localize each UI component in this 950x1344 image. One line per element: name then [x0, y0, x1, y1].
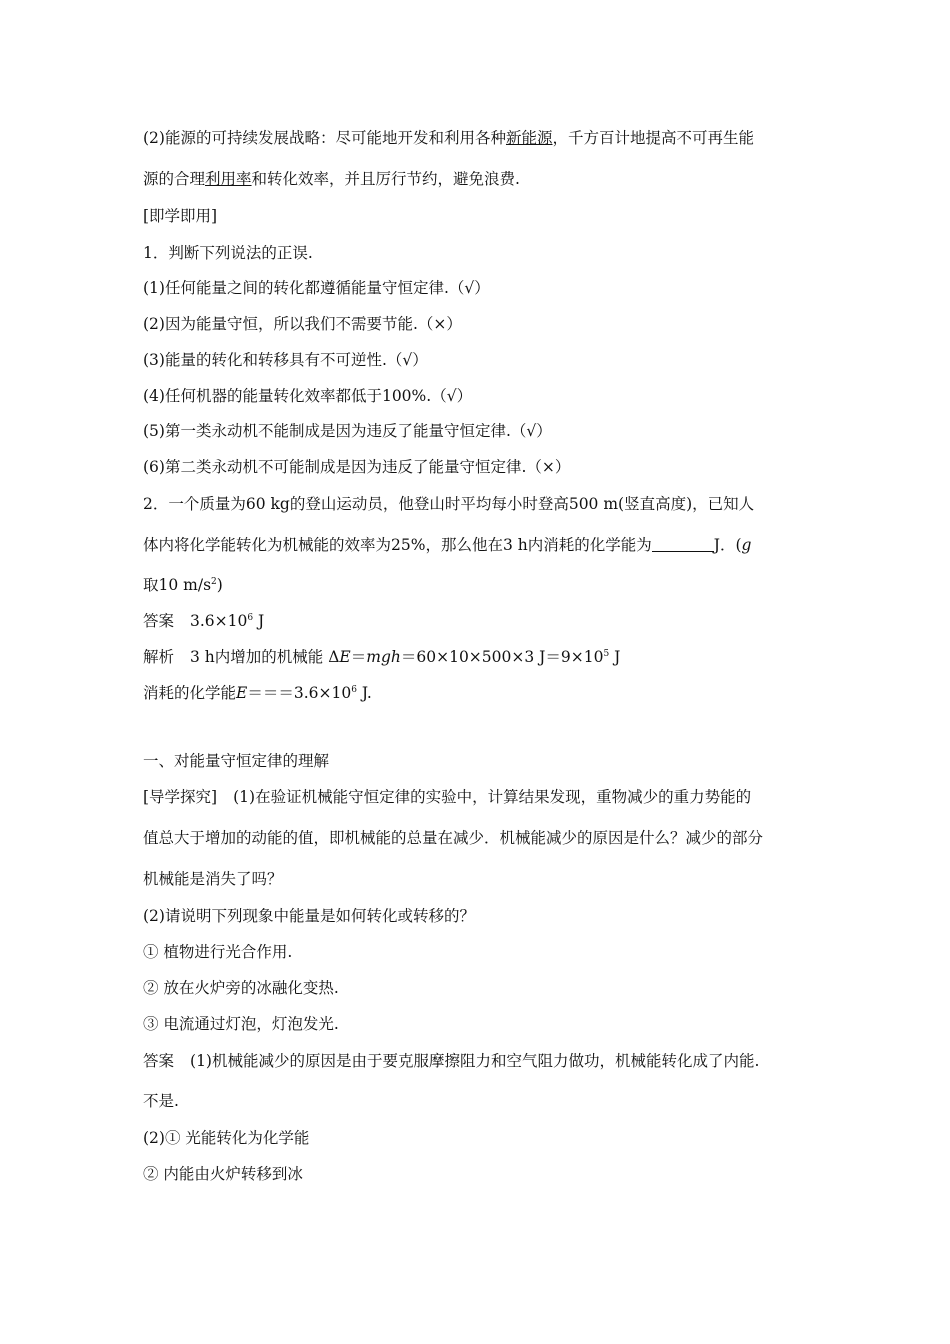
variable-E: E: [339, 648, 351, 666]
answer-label: 答案: [143, 612, 175, 630]
question-2-consumed-energy: [143, 683, 372, 703]
phenomenon-3: ③ 电流通过灯泡，灯泡发光.: [143, 1015, 339, 1033]
text: J．(: [713, 536, 742, 554]
text: 和转化效率，并且厉行节约，避免浪费.: [251, 170, 520, 188]
question-1-item-4: (4)任何机器的能量转化效率都低于100%.（√）: [143, 387, 473, 405]
superscript: 6: [247, 613, 254, 623]
probe-line-3: 机械能是消失了吗？: [143, 870, 283, 888]
analysis-label: 解析: [143, 648, 175, 666]
sustainable-strategy-line-2: [143, 169, 520, 189]
variable-g: g: [741, 536, 752, 554]
question-1-stem: 1．判断下列说法的正误.: [143, 244, 313, 262]
text: J: [253, 612, 265, 630]
answer-blank: [652, 537, 714, 552]
section-heading-jixue: [即学即用]: [143, 207, 218, 225]
text: 体内将化学能转化为机械能的效率为25%，那么他在3 h内消耗的化学能为: [143, 536, 652, 554]
variable-E: E: [236, 684, 248, 702]
question-1-item-2: (2)因为能量守恒，所以我们不需要节能.（×）: [143, 315, 462, 333]
superscript: 6: [351, 685, 357, 695]
section-1-heading: 一、对能量守恒定律的理解: [143, 752, 330, 770]
text: (2)能源的可持续发展战略：尽可能地开发和利用各种: [143, 129, 506, 147]
text: 源的合理: [143, 170, 206, 188]
sustainable-strategy-line-1: [143, 128, 754, 148]
text: ，千方百计地提高不可再生能: [552, 129, 754, 147]
question-2-line-3: [143, 575, 223, 595]
question-2-line-1: 2．一个质量为60 kg的登山运动员，他登山时平均每小时登高500 m(竖直高度)，已知人: [143, 495, 755, 513]
phenomenon-1: ① 植物进行光合作用.: [143, 943, 293, 961]
question-2-analysis: [143, 647, 620, 667]
underlined-term-new-energy: 新能源: [505, 129, 553, 147]
question-1-item-3: (3)能量的转化和转移具有不可逆性.（√）: [143, 351, 428, 369]
text: ＝＝＝3.6×10: [247, 684, 352, 702]
section-1-answer-line-4: ② 内能由火炉转移到冰: [143, 1165, 303, 1183]
section-1-answer-line-1: [143, 1051, 759, 1071]
text: 取10 m/s: [143, 576, 212, 594]
text: (1)机械能减少的原因是由于要克服摩擦阻力和空气阻力做功，机械能转化成了内能.: [190, 1052, 760, 1070]
phenomenon-2: ② 放在火炉旁的冰融化变热.: [143, 979, 339, 997]
probe-line-2: 值总大于增加的动能的值，即机械能的总量在减少．机械能减少的原因是什么？减少的部分: [143, 829, 764, 847]
question-2-answer: [143, 611, 264, 631]
text: J: [609, 648, 621, 666]
section-1-answer-line-3: (2)① 光能转化为化学能: [143, 1129, 310, 1147]
text: 3.6×10: [190, 612, 248, 630]
superscript: 2: [211, 577, 217, 587]
question-2-line-2: [143, 535, 751, 555]
text: 消耗的化学能: [143, 684, 237, 702]
section-1-answer-line-2: 不是.: [143, 1092, 179, 1110]
variable-mgh: mgh: [366, 648, 401, 666]
text: J.: [356, 684, 372, 702]
underlined-term-utilization-rate: 利用率: [205, 170, 252, 188]
answer-label: 答案: [143, 1052, 175, 1070]
text: 3 h内增加的机械能 Δ: [190, 648, 340, 666]
question-1-item-5: (5)第一类永动机不能制成是因为违反了能量守恒定律.（√）: [143, 422, 552, 440]
text: (1)在验证机械能守恒定律的实验中，计算结果发现，重物减少的重力势能的: [233, 788, 752, 806]
question-1-item-1: (1)任何能量之间的转化都遵循能量守恒定律.（√）: [143, 279, 490, 297]
text: ＝: [350, 648, 367, 666]
question-1-item-6: (6)第二类永动机不可能制成是因为违反了能量守恒定律.（×）: [143, 458, 571, 476]
text: ＝60×10×500×3 J＝9×10: [400, 648, 604, 666]
probe-question-2: (2)请说明下列现象中能量是如何转化或转移的？: [143, 907, 475, 925]
probe-line-1: [143, 787, 751, 807]
text: ): [216, 576, 223, 594]
superscript: 5: [603, 649, 610, 659]
probe-label: [导学探究]: [143, 788, 218, 806]
